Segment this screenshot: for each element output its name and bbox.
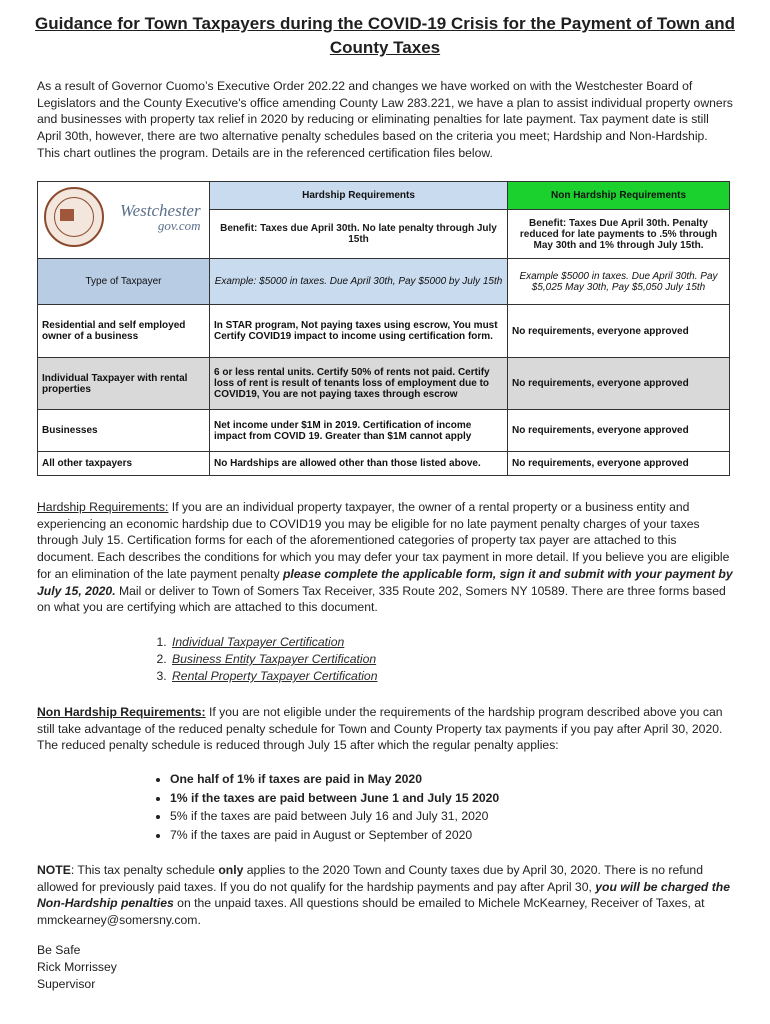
list-item: • 1% if the taxes are paid between June 1 and July 15 2020 (170, 789, 499, 808)
row-type-other: All other taxpayers (38, 452, 210, 476)
list-item (170, 668, 377, 685)
hardship-text-2: Mail or deliver to Town of Somers Tax Receiver, 335 Route 202, Somers NY 10589. There are three forms based on what you are certifying which are attached to this document. (37, 583, 726, 615)
list-item: • 7% if the taxes are paid in August or September of 2020 (170, 826, 499, 845)
signature-block (37, 942, 117, 993)
intro-paragraph: As a result of Governor Cuomo’s Executive Order 202.22 and changes we have worked on with the Westchester Board of Legislators and the County Executive's office amending County Law 283.221, we have a plan to assist individual property owners and businesses with property tax relief in 2020 by reducing or eliminating penalties for late payment. Tax payment date is still April 30th, however, there are two alternative penalty schedules based on the criteria you meet; Hardship and Non-Hardship. This chart outlines the program. Details are in the referenced certification files below. (37, 79, 733, 160)
hardship-text-1: If you are an individual property taxpayer, the owner of a rental property or a business entity and experiencing an economic hardship due to COVID19 you may be eligible for no late payment penalty charges of your taxes through July 15. Certification forms for each of the aforementioned categories of property tax payer are attached to this document. Each describes the conditions for which you may defer your tax payment in more detail. If you believe you are eligible for an elimination of the late payment penalty (37, 500, 730, 581)
hardship-heading: Hardship Requirements: (37, 500, 169, 514)
penalty-schedule-list (146, 770, 499, 844)
row-hardship-businesses: Net income under $1M in 2019. Certification of income impact from COVID 19. Greater than $1M cannot apply (210, 410, 508, 452)
logo-text-gov: gov.com (157, 218, 201, 233)
signer-title: Supervisor (37, 977, 96, 991)
row-non-hardship-businesses: No requirements, everyone approved (508, 410, 730, 452)
non-hardship-example: Example $5000 in taxes. Due April 30th. Pay $5,025 May 30th, Pay $5,050 July 15th (508, 259, 730, 305)
form-link-rental[interactable]: Rental Property Taxpayer Certification (172, 669, 378, 683)
row-hardship-rental: 6 or less rental units. Certify 50% of rents not paid. Certify loss of rent is result of tenants loss of employment due to COVID19, You are not paying taxes through escrow (210, 358, 508, 410)
program-table (37, 181, 730, 476)
row-non-hardship-rental: No requirements, everyone approved (508, 358, 730, 410)
row-type-businesses: Businesses (38, 410, 210, 452)
row-hardship-other: No Hardships are allowed other than those listed above. (210, 452, 508, 476)
non-hardship-heading: Non Hardship Requirements: (37, 705, 206, 719)
list-item (170, 651, 377, 668)
type-of-taxpayer-header: Type of Taxpayer (38, 259, 210, 305)
form-link-individual[interactable]: Individual Taxpayer Certification (172, 635, 345, 649)
form-link-business[interactable]: Business Entity Taxpayer Certification (172, 652, 377, 666)
row-non-hardship-residential: No requirements, everyone approved (508, 305, 730, 358)
note-text-2: applies to the 2020 Town and County taxes due by April 30, 2020. There is no refund allowed for previously paid taxes. If you do not qualify for the hardship payments and pay after April 30, (37, 863, 703, 894)
note-label: NOTE (37, 863, 71, 877)
note-paragraph (37, 862, 731, 929)
non-hardship-paragraph (37, 704, 731, 754)
town-seal-icon (44, 187, 104, 247)
page-title: Guidance for Town Taxpayers during the COVID-19 Crisis for the Payment of Town and County Taxes (35, 14, 735, 57)
hardship-example: Example: $5000 in taxes. Due April 30th, Pay $5000 by July 15th (210, 259, 508, 305)
row-non-hardship-other: No requirements, everyone approved (508, 452, 730, 476)
logo-text-main: Westchester (120, 201, 201, 220)
note-text-1: : This tax penalty schedule (70, 863, 219, 877)
hardship-benefit: Benefit: Taxes due April 30th. No late penalty through July 15th (210, 210, 508, 259)
note-text-3: on the unpaid taxes. All questions should be emailed to Michele McKearney, Receiver of Taxes, at mmckearney@somersny.com. (37, 896, 705, 928)
non-hardship-text: If you are not eligible under the requirements of the hardship program described above you can still take advantage of the reduced penalty schedule for Town and County Property tax payments if you pay after April 30, 2020. The reduced penalty schedule is reduced through July 15 after which the regular penalty applies: (37, 705, 723, 753)
list-item: • One half of 1% if taxes are paid in May 2020 (170, 770, 499, 789)
non-hardship-benefit: Benefit: Taxes Due April 30th. Penalty reduced for late payments to .5% through May 30th and 1% through July 15th. (508, 210, 730, 259)
hardship-emphasis: please complete the applicable form, sign it and submit with your payment by July 15, 2020. (37, 566, 733, 598)
logo-cell (38, 182, 210, 259)
certification-forms-list (144, 634, 377, 685)
sign-off: Be Safe (37, 943, 81, 957)
westchester-logo (120, 201, 201, 233)
list-item (170, 634, 377, 651)
signer-name: Rick Morrissey (37, 960, 117, 974)
hardship-paragraph (37, 499, 733, 616)
hardship-header: Hardship Requirements (210, 182, 508, 210)
note-only: only (218, 863, 244, 877)
non-hardship-header: Non Hardship Requirements (508, 182, 730, 210)
row-type-rental: Individual Taxpayer with rental properties (38, 358, 210, 410)
note-emphasis: you will be charged the Non-Hardship penalties (37, 879, 731, 911)
row-type-residential: Residential and self employed owner of a business (38, 305, 210, 358)
list-item: • 5% if the taxes are paid between July 16 and July 31, 2020 (170, 807, 499, 826)
row-hardship-residential: In STAR program, Not paying taxes using escrow, You must Certify COVID19 impact to income using certification form. (210, 305, 508, 358)
